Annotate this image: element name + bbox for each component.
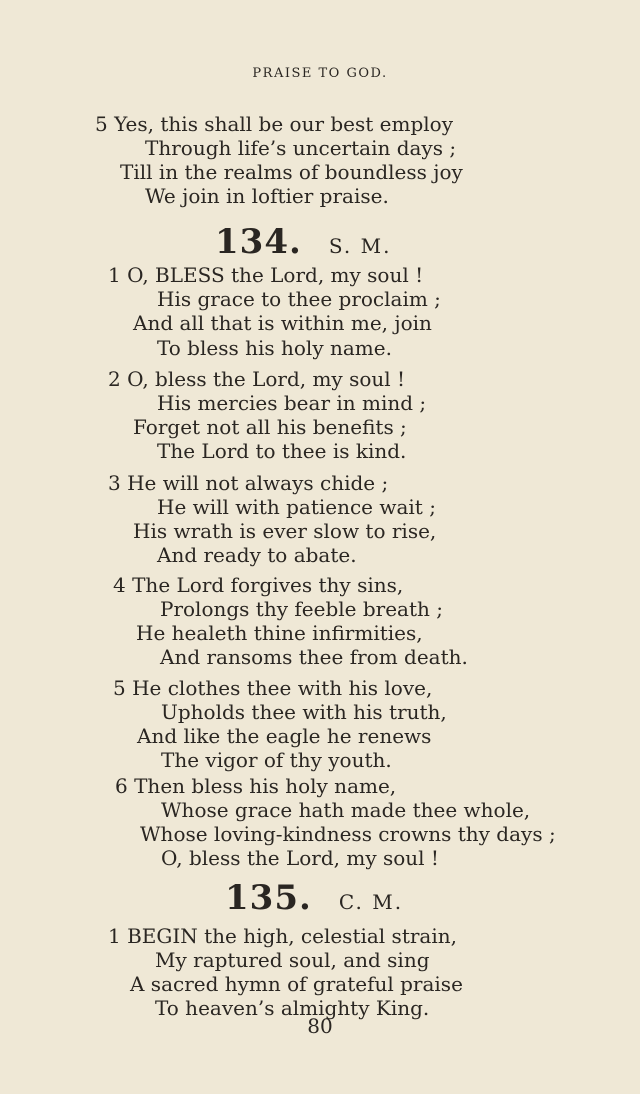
verse-line: And ready to abate. [157, 543, 357, 567]
verse-line: His grace to thee proclaim ; [157, 287, 441, 311]
verse-line: The vigor of thy youth. [161, 748, 392, 772]
verse-line: A sacred hymn of grateful praise [130, 972, 463, 996]
verse-line [108, 471, 388, 495]
verse-line: Whose grace hath made thee whole, [161, 798, 531, 822]
verse-line: The Lord to thee is kind. [157, 439, 407, 463]
verse-line [108, 263, 423, 287]
verse-line: My raptured soul, and sing [155, 948, 430, 972]
running-head: PRAISE TO GOD. [252, 66, 388, 81]
verse-line: Forget not all his benefits ; [133, 415, 407, 439]
verse-line: We join in loftier praise. [145, 184, 389, 208]
verse-line: Through life’s uncertain days ; [145, 136, 457, 160]
verse-line [95, 112, 453, 136]
verse-number: 1 [108, 924, 121, 948]
verse-number: 5 [113, 676, 126, 700]
hymn-heading [215, 222, 391, 262]
verse-line: He will with patience wait ; [157, 495, 436, 519]
verse-line-text: He will not always chide ; [127, 471, 389, 495]
verse-line: His mercies bear in mind ; [157, 391, 427, 415]
verse-line: Prolongs thy feeble breath ; [160, 597, 443, 621]
verse-line: And all that is within me, join [133, 311, 432, 335]
verse-line-text: O, BLESS the Lord, my soul ! [127, 263, 424, 287]
verse-line: O, bless the Lord, my soul ! [161, 846, 439, 870]
verse-line [113, 573, 403, 597]
verse-line-text: O, bless the Lord, my soul ! [127, 367, 406, 391]
verse-line-text: The Lord forgives thy sins, [132, 573, 404, 597]
verse-line-text: He clothes thee with his love, [132, 676, 433, 700]
verse-number: 2 [108, 367, 121, 391]
verse-line: Upholds thee with his truth, [161, 700, 447, 724]
verse-number: 5 [95, 112, 108, 136]
verse-line: Till in the realms of boundless joy [120, 160, 463, 184]
verse-number: 6 [115, 774, 128, 798]
hymn-number: 134. [215, 222, 302, 262]
verse-line [115, 774, 396, 798]
verse-line: He healeth thine infirmities, [136, 621, 423, 645]
verse-line: Whose loving-kindness crowns thy days ; [140, 822, 556, 846]
verse-number: 3 [108, 471, 121, 495]
verse-line [113, 676, 432, 700]
verse-line-text: Then bless his holy name, [134, 774, 397, 798]
verse-number: 4 [113, 573, 126, 597]
verse-line: And ransoms thee from death. [160, 645, 468, 669]
verse-line: To bless his holy name. [157, 336, 392, 360]
verse-line: And like the eagle he renews [137, 724, 432, 748]
verse-line-text: Yes, this shall be our best employ [114, 112, 453, 136]
verse-line: His wrath is ever slow to rise, [133, 519, 437, 543]
verse-line [108, 924, 457, 948]
hymn-heading [225, 878, 403, 918]
verse-line: To heaven’s almighty King. [155, 996, 430, 1020]
page-number: 80 [307, 1014, 333, 1038]
verse-line-text: BEGIN the high, celestial strain, [127, 924, 457, 948]
hymn-meter: C. M. [338, 890, 404, 914]
verse-line [108, 367, 405, 391]
verse-number: 1 [108, 263, 121, 287]
hymn-meter: S. M. [328, 234, 392, 258]
hymn-number: 135. [225, 878, 312, 918]
